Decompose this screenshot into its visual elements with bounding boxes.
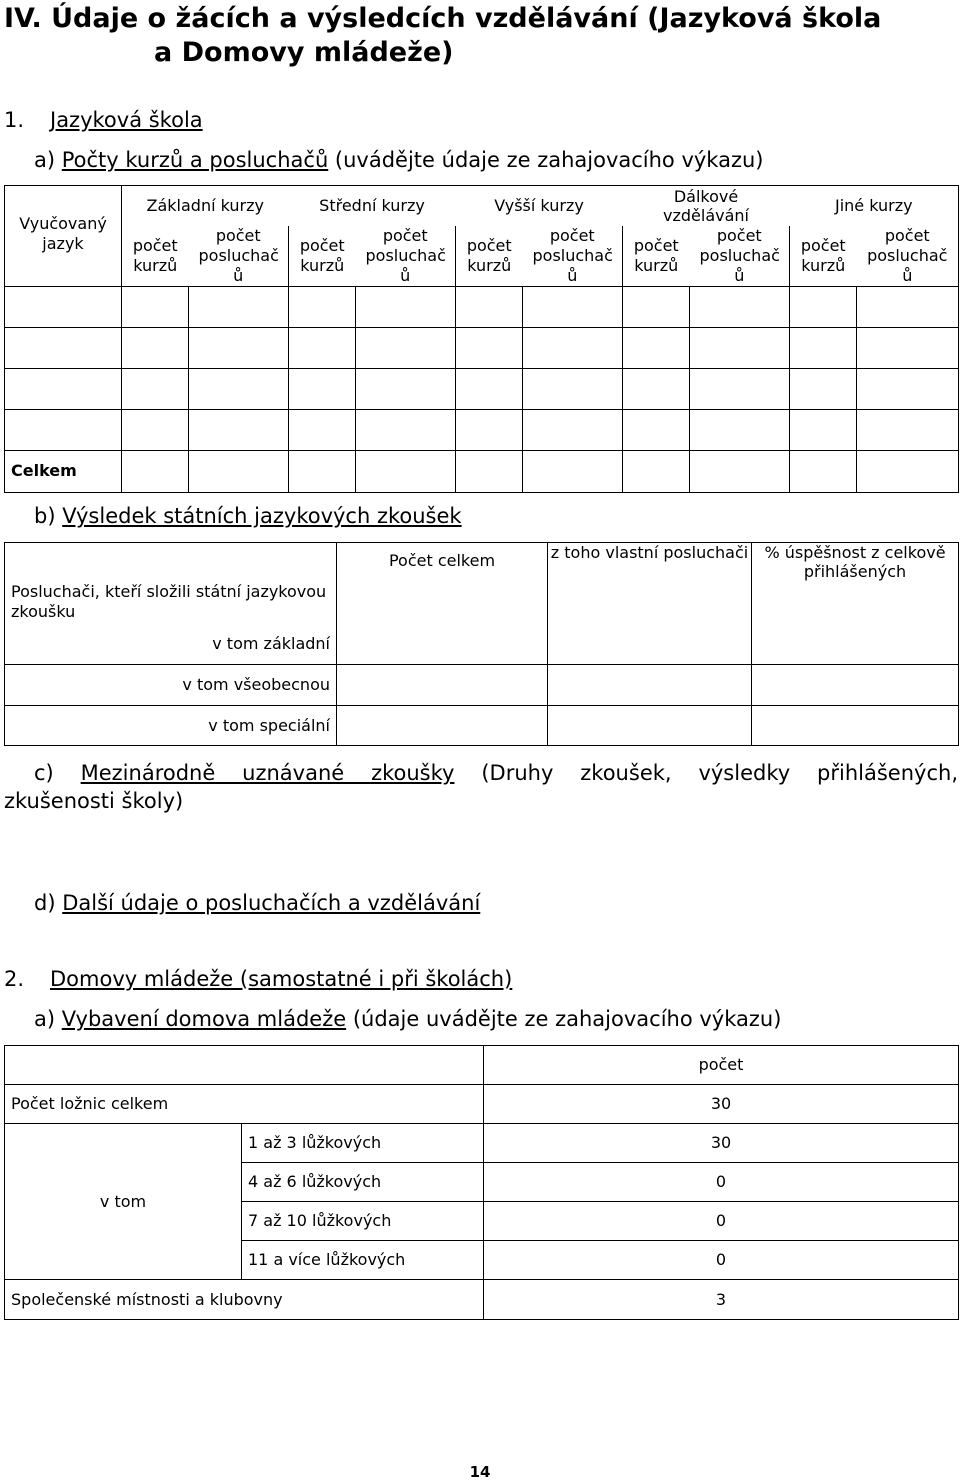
dorm-rooms-row [5, 1085, 959, 1124]
section-1a-label: Počty kurzů a posluchačů [61, 148, 329, 172]
section-1a-suffix: (uvádějte údaje ze zahajovacího výkazu) [328, 148, 764, 172]
exam-row-main [5, 543, 959, 624]
total-row [5, 450, 959, 492]
v-tom-label: v tom [5, 1124, 242, 1280]
dorm-common-row [5, 1280, 959, 1320]
section-1a-prefix: a) [34, 148, 62, 172]
exam-results-table [4, 542, 959, 746]
total-label: Celkem [5, 450, 122, 492]
section-1-label: Jazyková škola [50, 108, 203, 132]
exam-row-general [5, 665, 959, 706]
page-heading-line2: a Domovy mládeže) [154, 37, 454, 68]
courses-header-row [5, 186, 959, 226]
section-1d-label: Další údaje o posluchačích a vzdělávání [62, 891, 481, 915]
section-1b-label: Výsledek státních jazykových zkoušek [62, 504, 462, 528]
header-own-students: z toho vlastní posluchači [548, 543, 752, 665]
sub-courses-4: počet kurzů [623, 226, 690, 287]
dorm-row-value: 0 [484, 1241, 959, 1280]
exam-row-main-label: Posluchači, kteří složili státní jazykovou zkoušku [5, 543, 337, 624]
table-row [5, 409, 959, 450]
section-2a-prefix: a) [34, 1007, 62, 1031]
sub-courses-3: počet kurzů [456, 226, 523, 287]
sub-students-1: počet posluchač ů [189, 226, 289, 287]
dorm-row-value: 0 [484, 1202, 959, 1241]
sub-students-3: počet posluchač ů [523, 226, 623, 287]
section-1c-suffix: (Druhy zkoušek, výsledky přihlášených, [454, 761, 958, 785]
table-row [5, 327, 959, 368]
section-2-number: 2. [4, 967, 25, 991]
section-1b-prefix: b) [34, 504, 63, 528]
exam-row-special [5, 706, 959, 746]
sub-students-4: počet posluchač ů [690, 226, 790, 287]
dorm-row-label: 7 až 10 lůžkových [242, 1202, 484, 1241]
sub-students-2: počet posluchač ů [356, 226, 456, 287]
section-2a-title [34, 1006, 781, 1032]
table-row [5, 368, 959, 409]
exam-row-general-label: v tom všeobecnou [5, 665, 337, 706]
table-row [5, 286, 959, 327]
dorm-header-row [5, 1046, 959, 1085]
sub-courses-5: počet kurzů [790, 226, 857, 287]
section-1c-label: Mezinárodně uznávané zkoušky [80, 761, 455, 785]
section-1c-line2: zkušenosti školy) [4, 789, 184, 813]
section-2a-label: Vybavení domova mládeže [61, 1007, 347, 1031]
sub-courses-2: počet kurzů [289, 226, 356, 287]
section-1-title [4, 107, 203, 133]
dorm-row-value: 0 [484, 1163, 959, 1202]
group-basic-header: Základní kurzy [122, 186, 289, 226]
courses-table [4, 185, 959, 493]
language-header: Vyučovaný jazyk [5, 186, 122, 287]
dormitory-table [4, 1045, 959, 1320]
header-total: Počet celkem [337, 543, 548, 665]
section-1-number: 1. [4, 108, 25, 132]
exam-row-basic-label: v tom základní [5, 624, 337, 665]
section-2-label: Domovy mládeže (samostatné i při školách) [50, 967, 513, 991]
section-2a-suffix: (údaje uvádějte ze zahajovacího výkazu) [346, 1007, 782, 1031]
section-2-title [4, 966, 512, 992]
common-rooms-value: 3 [484, 1280, 959, 1320]
group-middle-header: Střední kurzy [289, 186, 456, 226]
group-higher-header: Vyšší kurzy [456, 186, 623, 226]
page-heading [4, 2, 881, 70]
sub-courses-1: počet kurzů [122, 226, 189, 287]
section-1b-title [34, 503, 462, 529]
dorm-row-label: 1 až 3 lůžkových [242, 1124, 484, 1163]
rooms-label: Počet ložnic celkem [5, 1085, 484, 1124]
header-success-rate: % úspěšnost z celkově přihlášených [752, 543, 959, 665]
dorm-row-value: 30 [484, 1124, 959, 1163]
header-count: počet [484, 1046, 959, 1085]
section-1c-title [4, 759, 958, 815]
section-1d-title [34, 890, 480, 916]
section-1a-title [34, 147, 764, 173]
dorm-row-label: 11 a více lůžkových [242, 1241, 484, 1280]
sub-students-5: počet posluchač ů [857, 226, 959, 287]
courses-subheader-row [5, 226, 959, 287]
page-heading-line1: IV. Údaje o žácích a výsledcích vzdělávání (Jazyková škola [4, 3, 882, 34]
rooms-value: 30 [484, 1085, 959, 1124]
dorm-row [5, 1124, 959, 1163]
common-rooms-label: Společenské místnosti a klubovny [5, 1280, 484, 1320]
section-1d-prefix: d) [34, 891, 63, 915]
exam-row-special-label: v tom speciální [5, 706, 337, 746]
page-number: 14 [469, 1463, 491, 1481]
group-distance-header: Dálkové vzdělávání [623, 186, 790, 226]
group-other-header: Jiné kurzy [790, 186, 959, 226]
section-1c-prefix: c) [34, 761, 81, 785]
dorm-row-label: 4 až 6 lůžkových [242, 1163, 484, 1202]
